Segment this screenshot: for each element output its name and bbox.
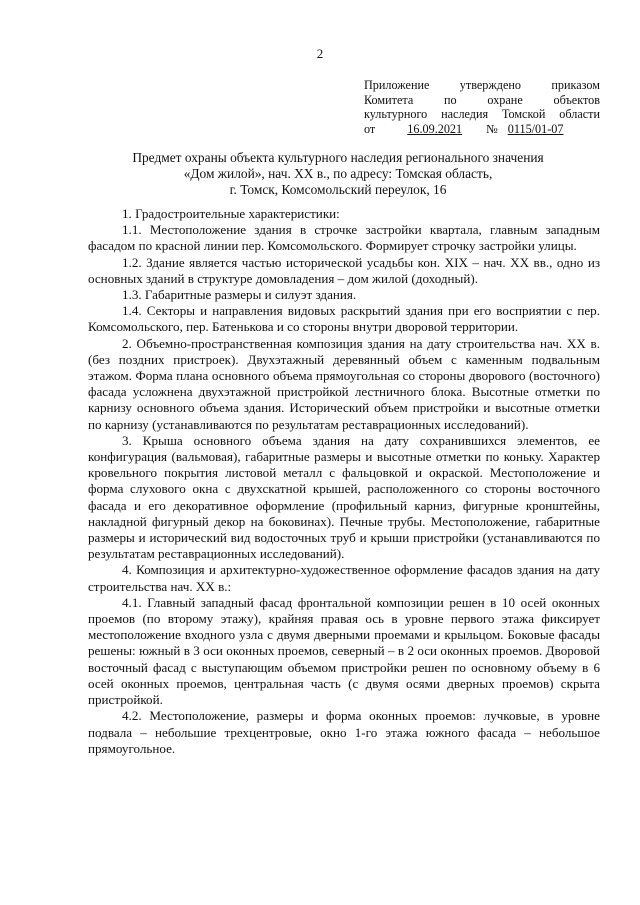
approval-date-row bbox=[364, 122, 600, 137]
document-body bbox=[88, 206, 600, 757]
paragraph-1-3: 1.3. Габаритные размеры и силуэт здания. bbox=[122, 287, 357, 303]
title-line-3: г. Томск, Комсомольский переулок, 16 bbox=[229, 182, 447, 197]
document-title bbox=[88, 150, 588, 198]
approval-line-2: Комитета по охране объектов bbox=[364, 92, 600, 107]
approval-date: 16.09.2021 bbox=[407, 121, 463, 136]
paragraph-1-1: 1.1. Местоположение здания в строчке застройки квартала, главным западным фасадом по красной линии пер. Комсомольского. Формирует строчку застройки улицы. bbox=[88, 222, 600, 254]
paragraph-1: 1. Градостроительные характеристики: bbox=[122, 206, 340, 221]
approval-number: 0115/01-07 bbox=[507, 121, 564, 136]
page-number: 2 bbox=[316, 46, 324, 61]
approval-block bbox=[364, 78, 600, 136]
title-line-2: «Дом жилой», нач. XX в., по адресу: Томская область, bbox=[183, 166, 493, 181]
approval-line-3: культурного наследия Томской области bbox=[364, 107, 600, 121]
paragraph-4-1: 4.1. Главный западный фасад фронтальной композиции решен в 10 осей оконных проемов (по второму этажу), крайняя правая ось в уровне первого этажа фиксирует местоположение входного узла с двумя дверными проемами и крыльцом. Боковые фасады решены: южный в 3 оси оконных проемов, северный – в 2 оси оконных проемов. Дворовой восточный фасад с выступающим объемом пристройки решен по основному объему в 6 осей оконных проемов, центральная часть (с двумя осями дверных проемов) скрыта пристройкой. bbox=[88, 594, 600, 708]
paragraph-1-2: 1.2. Здание является частью исторической усадьбы кон. XIX – нач. XX вв., одно из основных зданий в структуре домовладения – дом жилой (доходный). bbox=[88, 254, 600, 286]
date-prefix: от bbox=[364, 121, 376, 136]
title-line-1: Предмет охраны объекта культурного наследия регионального значения bbox=[132, 150, 544, 165]
number-prefix: № bbox=[486, 121, 498, 136]
paragraph-4-2: 4.2. Местоположение, размеры и форма оконных проемов: лучковые, в уровне подвала – небольшие трехцентровые, окно 1-го этажа южного фасада – небольшое прямоугольное. bbox=[88, 708, 600, 756]
approval-line-1: Приложение утверждено приказом bbox=[364, 78, 600, 92]
paragraph-1-4: 1.4. Секторы и направления видовых раскрытий здания при его восприятии с пер. Комсомольского, пер. Батенькова и со стороны внутри дворовой территории. bbox=[88, 303, 600, 335]
paragraph-4: 4. Композиция и архитектурно-художественное оформление фасадов здания на дату строительства нач. XX в.: bbox=[88, 562, 600, 594]
paragraph-3: 3. Крыша основного объема здания на дату сохранившихся элементов, ее конфигурация (вальмовая), габаритные размеры и высотные отметки по коньку. Характер кровельного покрытия листовой металл с фальцовкой и окраской. Местоположение и форма слухового окна с двухскатной крышей, расположенного со стороны восточного фасада и его декоративное оформление (профильный карниз, фигурные кронштейны, накладной фигурный декор на боковинах). Печные трубы. Местоположение, габаритные размеры и исторический вид водосточных труб и крыши пристройки (устанавливаются по результатам реставрационных исследований). bbox=[88, 432, 600, 562]
paragraph-2: 2. Объемно-пространственная композиция здания на дату строительства нач. XX в. (без поздних пристроек). Двухэтажный деревянный объем с каменным подвальным этажом. Форма плана основного объема прямоугольная со стороны дворового (восточного) фасада усложнена двухэтажной пристройкой лестничного блока. Высотные отметки по карнизу основного объема здания. Исторический объем пристройки и высотные отметки по карнизу (устанавливаются по результатам реставрационных исследований). bbox=[88, 335, 600, 432]
